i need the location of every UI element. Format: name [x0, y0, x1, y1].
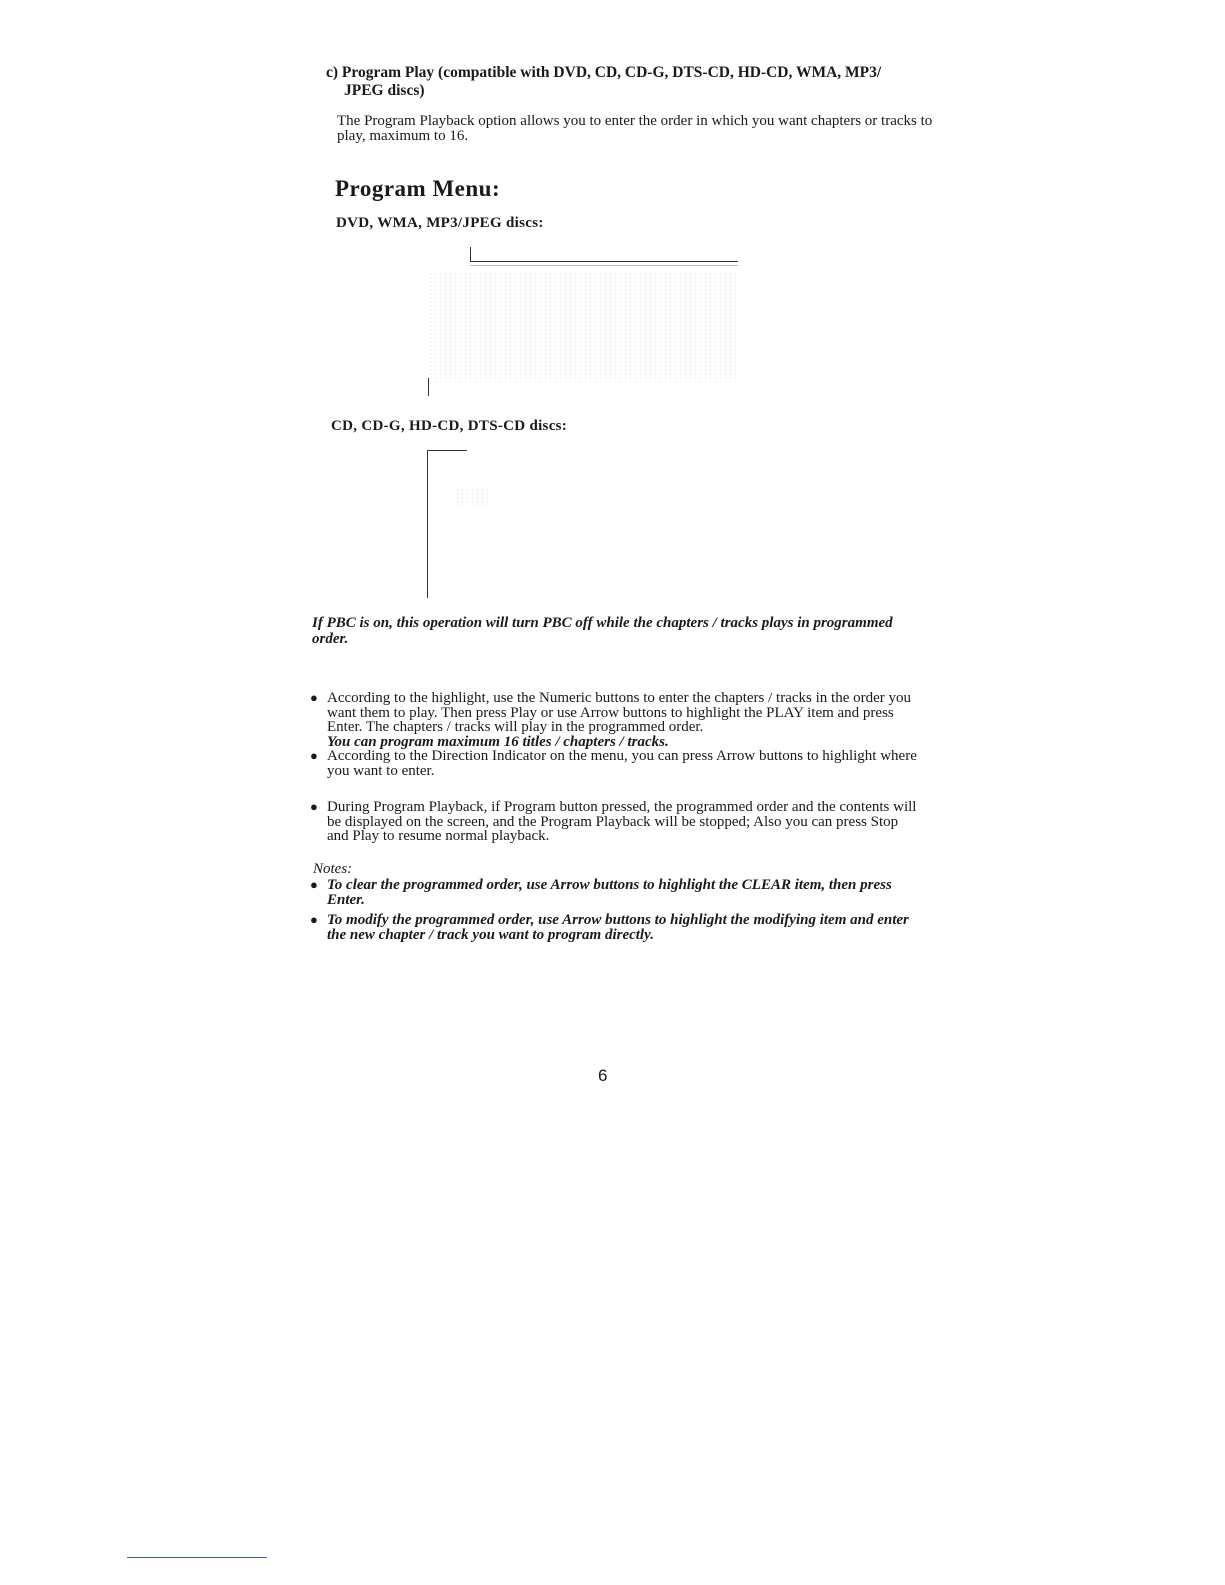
bullet-icon: ●: [310, 690, 318, 705]
notes-list: [310, 878, 920, 948]
cd-discs-label: CD, CD-G, HD-CD, DTS-CD discs:: [331, 418, 568, 434]
dvd-discs-label: DVD, WMA, MP3/JPEG discs:: [336, 215, 544, 231]
list-item: [310, 691, 920, 749]
section-heading-line1: c) Program Play (compatible with DVD, CD, CD-G, DTS-CD, HD-CD, WMA, MP3/: [326, 64, 882, 81]
section-heading-line2: JPEG discs): [344, 82, 425, 99]
instruction-list: [310, 691, 920, 844]
page-number: 6: [598, 1066, 608, 1085]
list-item: [310, 749, 920, 778]
footer-divider: [127, 1557, 267, 1558]
notes-label: Notes:: [313, 861, 353, 877]
section-heading: [326, 64, 946, 100]
intro-paragraph: The Program Playback option allows you to enter the order in which you want chapters or tracks to play, maximum to 16.: [337, 113, 933, 144]
list-item-text: During Program Playback, if Program button pressed, the programmed order and the contents will be displayed on the screen, and the Program Playback will be stopped; Also you can press Stop and Play to resume normal playback.: [327, 799, 917, 844]
bullet-icon: ●: [310, 748, 318, 763]
pbc-note: If PBC is on, this operation will turn PBC off while the chapters / tracks plays in programmed order.: [312, 615, 893, 647]
note-text: To clear the programmed order, use Arrow buttons to highlight the CLEAR item, then press Enter.: [327, 877, 892, 908]
list-item-text: According to the Direction Indicator on the menu, you can press Arrow buttons to highlight where you want to enter.: [327, 748, 917, 779]
menu-title: Program Menu:: [335, 176, 501, 201]
list-item-emphasis: You can program maximum 16 titles / chapters / tracks.: [327, 733, 669, 750]
note-item: [310, 878, 920, 907]
note-item: [310, 913, 920, 942]
note-text: To modify the programmed order, use Arrow buttons to highlight the modifying item and enter the new chapter / track you want to program directly.: [327, 912, 909, 943]
bullet-icon: ●: [310, 799, 318, 814]
list-item: [310, 800, 920, 844]
bullet-icon: ●: [310, 912, 318, 927]
list-item-text: According to the highlight, use the Numeric buttons to enter the chapters / tracks in the order you want them to play. Then press Play or use Arrow buttons to highlight the PLAY item and press Enter. The chapters / tracks will play in the programmed order.: [327, 690, 912, 735]
bullet-icon: ●: [310, 877, 318, 892]
